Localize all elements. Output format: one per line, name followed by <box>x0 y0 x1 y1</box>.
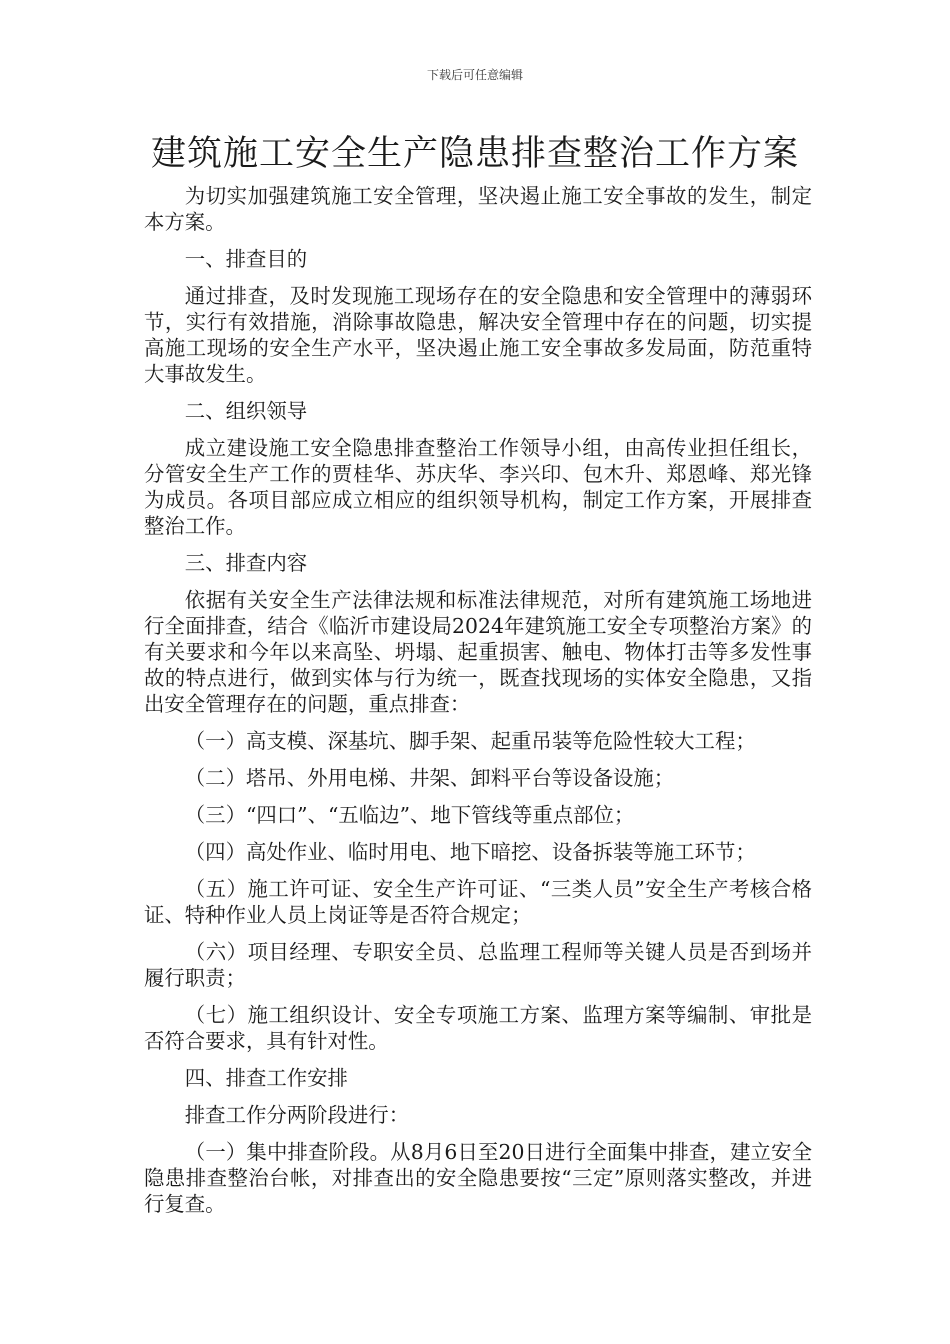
list-item: （一）高支模、深基坑、脚手架、起重吊装等危险性较大工程； <box>184 729 756 753</box>
section-heading-content: 三、排查内容 <box>184 551 308 575</box>
list-item: （七）施工组织设计、安全专项施工方案、监理方案等编制、审批是否符合要求，具有针对性。 <box>144 1003 812 1053</box>
list-item: （六）项目经理、专职安全员、总监理工程师等关键人员是否到场并履行职责； <box>144 940 812 990</box>
section-heading-purpose: 一、排查目的 <box>184 247 308 271</box>
intro-paragraph: 为切实加强建筑施工安全管理，坚决遏止施工安全事故的发生，制定本方案。 <box>144 184 812 234</box>
section-heading-schedule: 四、排查工作安排 <box>184 1066 348 1090</box>
document-body <box>144 183 812 1228</box>
schedule-intro: 排查工作分两阶段进行： <box>184 1103 410 1127</box>
list-item: （四）高处作业、临时用电、地下暗挖、设备拆装等施工环节； <box>184 840 756 864</box>
content-paragraph: 依据有关安全生产法律法规和标准法律规范，对所有建筑施工场地进行全面排查，结合《临沂市建设局2024年建筑施工安全专项整治方案》的有关要求和今年以来高坠、坍塌、起重损害、触电、物体打击等多发性事故的特点进行，做到实体与行为统一，既查找现场的实体安全隐患，又指出安全管理存在的问题，重点排查： <box>144 588 812 716</box>
list-item: （一）集中排查阶段。从8月6日至20日进行全面集中排查，建立安全隐患排查整治台帐，对排查出的安全隐患要按“三定”原则落实整改，并进行复查。 <box>144 1140 812 1216</box>
leadership-paragraph: 成立建设施工安全隐患排查整治工作领导小组，由高传业担任组长，分管安全生产工作的贾桂华、苏庆华、李兴印、包木升、郑恩峰、郑光锋为成员。各项目部应成立相应的组织领导机构，制定工作方案，开展排查整治工作。 <box>144 436 812 538</box>
list-item: （五）施工许可证、安全生产许可证、“三类人员”安全生产考核合格证、特种作业人员上岗证等是否符合规定； <box>144 877 812 927</box>
header-note: 下载后可任意编辑 <box>426 68 523 82</box>
document-title: 建筑施工安全生产隐患排查整治工作方案 <box>150 134 799 174</box>
purpose-paragraph: 通过排查，及时发现施工现场存在的安全隐患和安全管理中的薄弱环节，实行有效措施，消除事故隐患，解决安全管理中存在的问题，切实提高施工现场的安全生产水平，坚决遏止施工安全事故多发局面，防范重特大事故发生。 <box>144 284 812 386</box>
list-item: （二）塔吊、外用电梯、井架、卸料平台等设备设施； <box>184 766 675 790</box>
section-heading-leadership: 二、组织领导 <box>184 399 308 423</box>
list-item: （三）“四口”、“五临边”、地下管线等重点部位； <box>184 803 635 827</box>
